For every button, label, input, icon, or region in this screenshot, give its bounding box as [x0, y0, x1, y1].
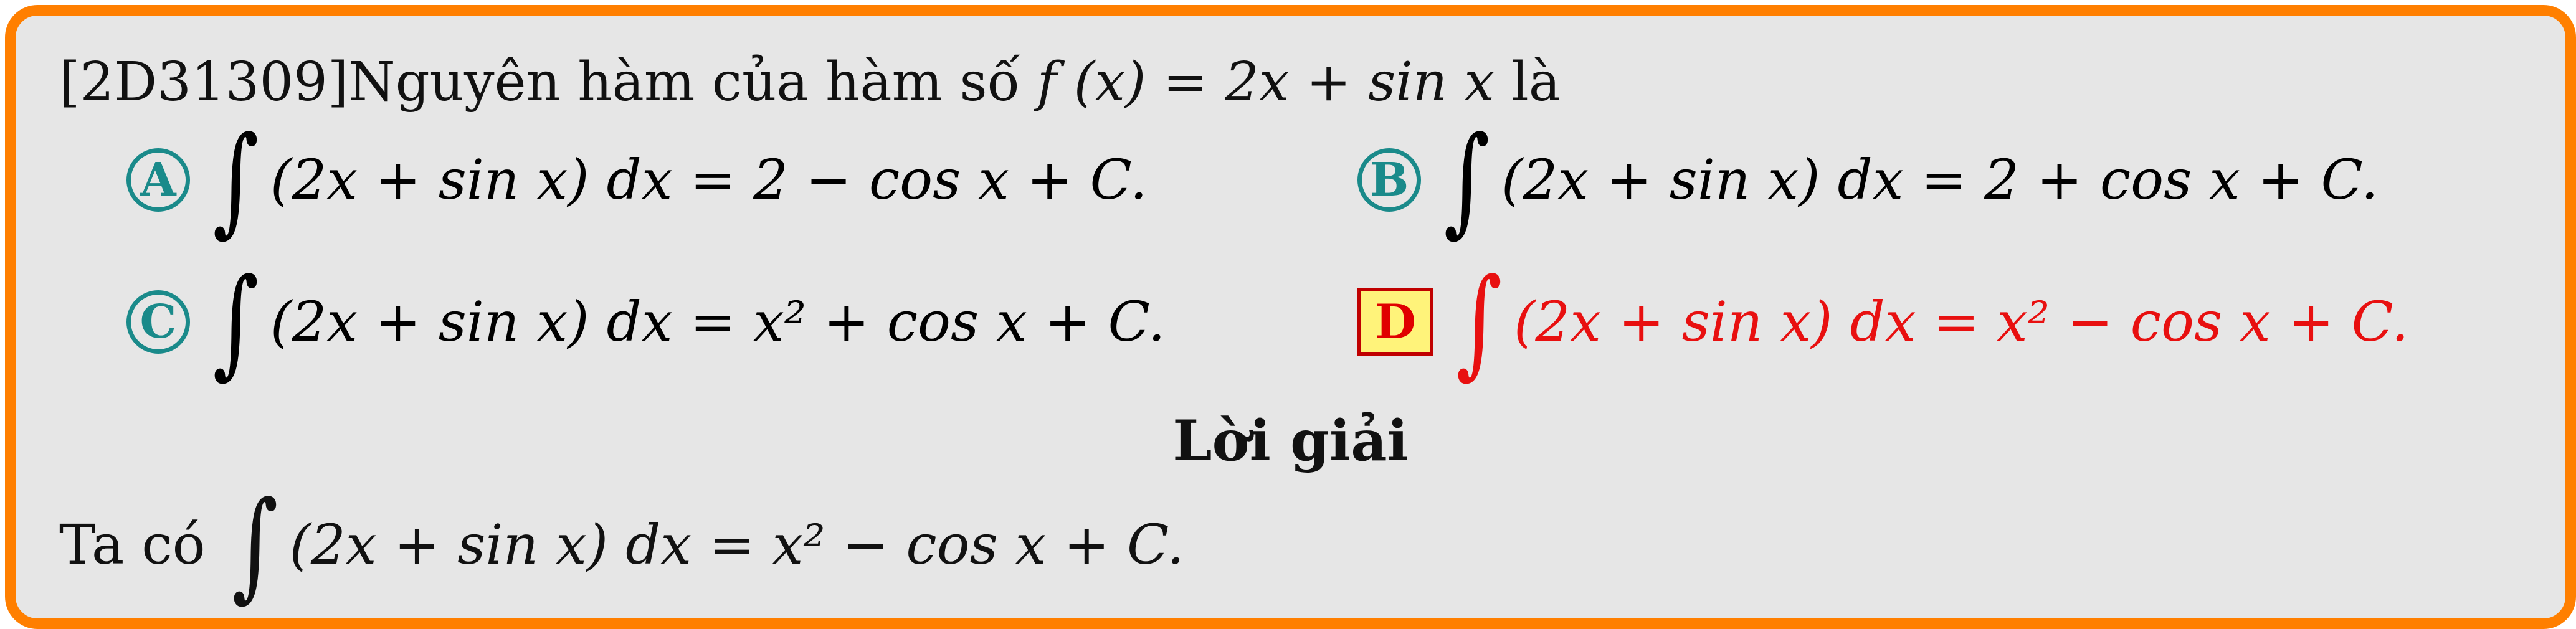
question-line — [59, 48, 1561, 116]
option-b[interactable] — [1357, 111, 2379, 248]
option-b-expression: (2x + sin x) dx = 2 + cos x + C. — [1501, 148, 2379, 212]
question-card — [5, 5, 2576, 629]
option-d-expression: (2x + sin x) dx = x² − cos x + C. — [1514, 290, 2409, 354]
option-c-label: C — [126, 290, 190, 354]
option-d-label: D — [1357, 288, 1433, 356]
integral-symbol: ∫ — [1443, 111, 1490, 248]
integral-symbol: ∫ — [212, 253, 259, 390]
solution-expression: (2x + sin x) dx = x² − cos x + C. — [289, 513, 1185, 577]
solution-prefix: Ta có — [59, 513, 206, 577]
solution-title: Lời giải — [1172, 408, 1409, 474]
option-c[interactable] — [126, 253, 1166, 390]
integral-symbol: ∫ — [212, 111, 259, 248]
option-a-label: A — [126, 148, 190, 212]
option-a-expression: (2x + sin x) dx = 2 − cos x + C. — [270, 148, 1148, 212]
question-ending: là — [1511, 51, 1561, 113]
question-stem: Nguyên hàm của hàm số — [348, 51, 1020, 113]
option-d-correct[interactable] — [1357, 253, 2409, 390]
question-code: [2D31309] — [59, 51, 349, 113]
option-b-label: B — [1357, 148, 1421, 212]
option-c-expression: (2x + sin x) dx = x² + cos x + C. — [270, 290, 1166, 354]
solution-line — [59, 476, 1185, 613]
integral-symbol: ∫ — [231, 476, 278, 613]
question-function: f (x) = 2x + sin x — [1037, 51, 1495, 113]
integral-symbol: ∫ — [1456, 253, 1503, 390]
option-a[interactable] — [126, 111, 1148, 248]
